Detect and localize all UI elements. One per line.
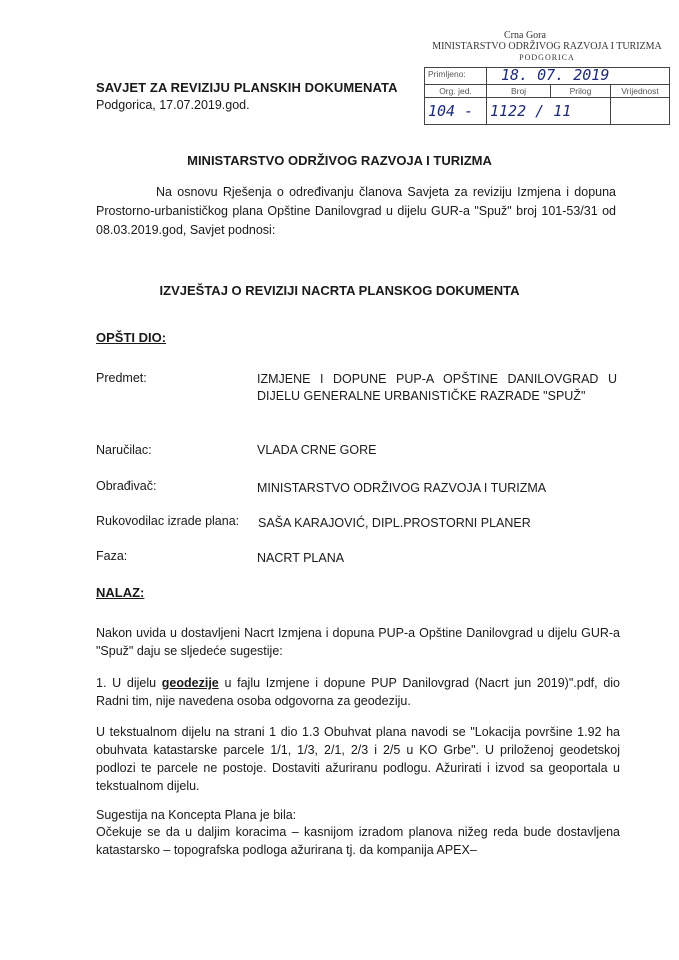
intro-paragraph: Na osnovu Rješenja o određivanju članova Savjeta za reviziju Izmjena i dopuna Prostorno-urbanističkog plana Opštine Danilovgrad u dijelu GUR-a "Spuž" broj 101-53/31 od 08.03.2019.god, Savjet podnosi: [96,185,616,237]
obradjivac-value: MINISTARSTVO ODRŽIVOG RAZVOJA I TURIZMA [257,481,547,495]
council-name: SAVJET ZA REVIZIJU PLANSKIH DOKUMENATA [96,80,398,95]
stamp-country: Crna Gora [504,30,546,41]
place-date: Podgorica, 17.07.2019.god. [96,98,250,112]
stamp-col-broj: Broj [487,85,551,97]
rukovodilac-label: Rukovodilac izrade plana: [96,514,240,528]
rukovodilac-value: SAŠA KARAJOVIĆ, DIPL.PROSTORNI PLANER [258,516,531,530]
narucilac-value: VLADA CRNE GORE [257,443,377,457]
faza-label: Faza: [96,549,128,563]
stamp-empty-cell [611,98,669,124]
suggestion-text: Očekuje se da u daljim koracima – kasnijom izradom planova nižeg reda bude dostavljena katastarsko – topografska podloga ažurirana tj. da kompanija APEX– [96,825,620,857]
stamp-col-vrijednost: Vrijednost [621,86,659,96]
item1-rest: u fajlu Izmjene i dopune PUP Danilovgrad (Nacrt jun 2019)".pdf, dio Radni tim, nije navedena osoba odgovorna za geodeziju. [96,676,620,708]
stamp-grid [424,67,670,125]
predmet-label: Predmet: [96,371,147,385]
stamp-col-prilog: Prilog [551,85,611,97]
stamp-received-value: 18. 07. 2019 [501,66,610,84]
faza-value: NACRT PLANA [257,551,345,565]
stamp-city: PODGORICA [519,53,575,62]
narucilac-label: Naručilac: [96,443,152,457]
section-general: OPŠTI DIO: [96,330,167,345]
predmet-value: IZMJENE I DOPUNE PUP-A OPŠTINE DANILOVGRAD U DIJELU GENERALNE URBANISTIČKE RAZRADE "SPUŽ" [257,372,617,403]
reception-stamp [424,30,670,125]
item1-prefix: 1. U dijelu [96,676,162,690]
obradjivac-label: Obrađivač: [96,479,157,493]
stamp-col-org: Org. jed. [425,85,487,97]
finding-item-1 [96,674,620,710]
suggestion-label: Sugestija na Koncepta Plana je bila: [96,808,297,822]
finding-paragraph: U tekstualnom dijelu na strani 1 dio 1.3 Obuhvat plana navodi se "Lokacija površine 1.92 ha obuhvata katastarske parcele 1/1, 1/3, 2/1, 2/3 i 2/5 u KO Grbe". U priloženoj geodetskoj podlozi te parcele ne postoje. Dostaviti ažuriranu podlogu. Ažurirati i izvod sa geoportala u tekstualnom dijelu. [96,725,620,793]
report-title: IZVJEŠTAJ O REVIZIJI NACRTA PLANSKOG DOKUMENTA [159,283,520,298]
findings-intro: Nakon uvida u dostavljeni Nacrt Izmjena i dopuna PUP-a Opštine Danilovgrad u dijelu GUR-a "Spuž" daju se sljedeće sugestije: [96,626,620,658]
stamp-broj-value: 1122 / 11 [487,98,611,124]
ministry-heading: MINISTARSTVO ODRŽIVOG RAZVOJA I TURIZMA [187,153,492,168]
section-findings: NALAZ: [96,585,145,600]
stamp-ministry: MINISTARSTVO ODRŽIVOG RAZVOJA I TURIZMA [432,41,662,52]
stamp-received-label: Primljeno: [425,68,487,84]
stamp-org-value: 104 - [425,98,487,124]
item1-keyword: geodezije [161,676,219,690]
